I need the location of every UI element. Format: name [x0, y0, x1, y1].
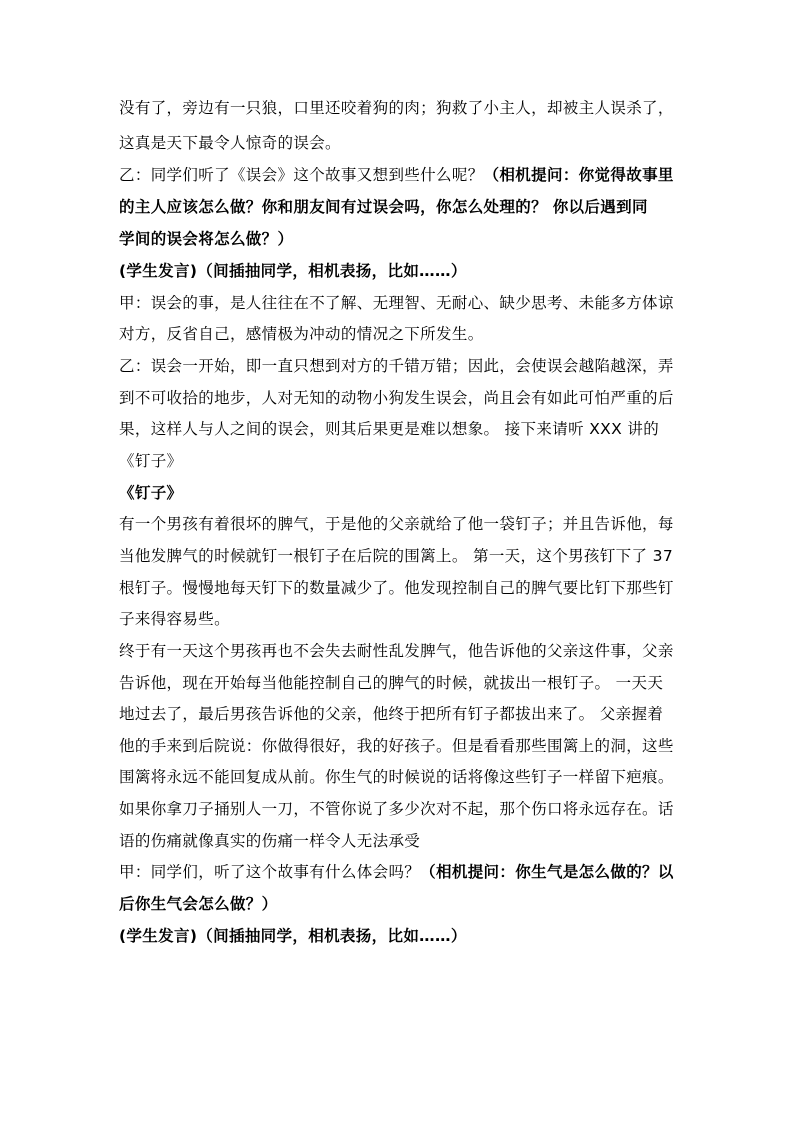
text-line — [119, 165, 674, 185]
text-line: 这真是天下最令人惊奇的误会。 — [119, 134, 341, 152]
text-line: 乙：误会一开始，即一直只想到对方的千错万错；因此，会使误会越陷越深，弄 — [119, 357, 674, 375]
text-line: 果，这样人与人之间的误会，则其后果更是难以想象。 接下来请听 XXX 讲的 — [119, 420, 660, 438]
text-line — [119, 862, 674, 882]
text-line: (学生发言)（间插抽同学，相机表扬，比如……） — [119, 262, 467, 280]
text-line: 子来得容易些。 — [119, 610, 230, 628]
text-line: 《钉子》 — [119, 452, 183, 470]
story-title: 《钉子》 — [119, 484, 183, 502]
text-line: 甲：误会的事，是人往往在不了解、无理智、无耐心、缺少思考、未能多方体谅 — [119, 294, 674, 312]
text-line: 后你生气会怎么做？） — [119, 895, 278, 913]
text-line: 语的伤痛就像真实的伤痛一样令人无法承受 — [119, 832, 421, 850]
text-line: 有一个男孩有着很坏的脾气，于是他的父亲就给了他一袋钉子；并且告诉他，每 — [119, 515, 674, 533]
text-line: 围篱将永远不能回复成从前。你生气的时候说的话将像这些钉子一样留下疤痕。 — [119, 768, 674, 786]
text-normal: 乙：同学们听了《误会》这个故事又想到些什么呢？ — [119, 166, 484, 184]
text-line: 终于有一天这个男孩再也不会失去耐性乱发脾气，他告诉他的父亲这件事，父亲 — [119, 642, 674, 660]
text-line: 他的手来到后院说：你做得很好，我的好孩子。但是看看那些围篱上的洞，这些 — [119, 737, 674, 755]
text-line: 没有了，旁边有一只狼，口里还咬着狗的肉；狗救了小主人，却被主人误杀了， — [119, 99, 674, 117]
text-line: (学生发言)（间插抽同学，相机表扬，比如……） — [119, 927, 467, 945]
text-bold: （相机提问：你觉得故事里 — [483, 166, 674, 184]
text-line: 如果你拿刀子捅别人一刀，不管你说了多少次对不起，那个伤口将永远存在。话 — [119, 800, 674, 818]
text-line: 的主人应该怎么做？你和朋友间有过误会吗，你怎么处理的？ 你以后遇到同 — [119, 198, 648, 216]
text-line: 到不可收拾的地步，人对无知的动物小狗发生误会，尚且会有如此可怕严重的后 — [119, 389, 674, 407]
text-line: 对方，反省自己，感情极为冲动的情况之下所发生。 — [119, 325, 484, 343]
text-normal: 甲：同学们，听了这个故事有什么体会吗？ — [119, 863, 421, 881]
text-line: 告诉他，现在开始每当他能控制自己的脾气的时候，就拔出一根钉子。 一天天 — [119, 674, 664, 692]
text-line: 当他发脾气的时候就钉一根钉子在后院的围篱上。 第一天，这个男孩钉下了 37 — [119, 547, 674, 565]
text-line: 学间的误会将怎么做？） — [119, 230, 294, 248]
text-line: 地过去了，最后男孩告诉他的父亲，他终于把所有钉子都拔出来了。 父亲握着 — [119, 705, 664, 723]
text-bold: （相机提问：你生气是怎么做的？以 — [420, 863, 674, 881]
text-line: 根钉子。慢慢地每天钉下的数量减少了。他发现控制自己的脾气要比钉下那些钉 — [119, 579, 674, 597]
